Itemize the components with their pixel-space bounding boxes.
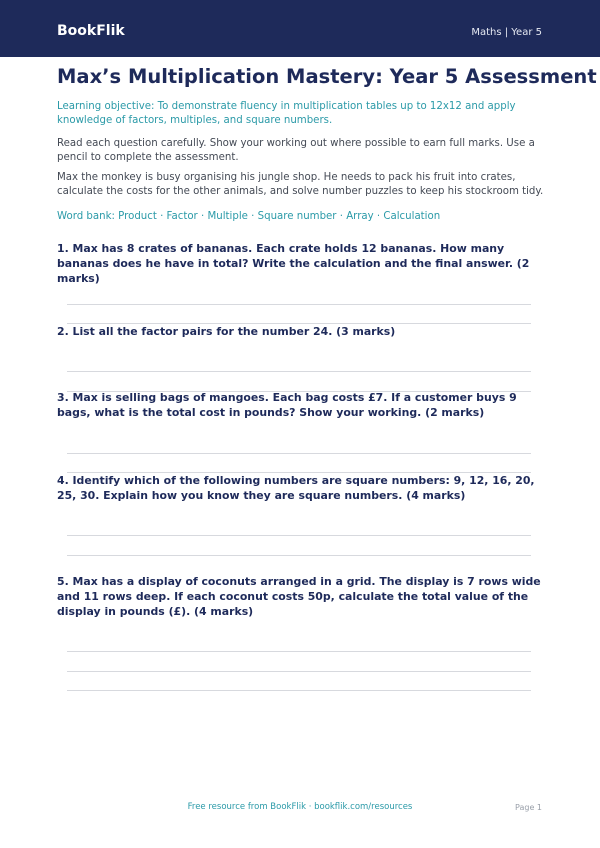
question-1: 1. Max has 8 crates of bananas. Each crate holds 12 bananas. How many bananas does he have in total? Write the calculation and the final answer. (2 marks) [57, 242, 530, 285]
page-title: Max’s Multiplication Mastery: Year 5 Assessment [57, 65, 597, 88]
page-number: Page 1 [515, 803, 542, 812]
answer-line[interactable] [67, 535, 531, 536]
top-bar [0, 0, 600, 57]
answer-line[interactable] [67, 304, 531, 305]
brand-logo: BookFlik [57, 23, 125, 39]
answer-line[interactable] [67, 671, 531, 672]
question-5: 5. Max has a display of coconuts arranged in a grid. The display is 7 rows wide and 11 rows deep. If each coconut costs 50p, calculate the total value of the display in pounds (£). (4 marks) [57, 575, 541, 618]
answer-line[interactable] [67, 690, 531, 691]
answer-line[interactable] [67, 651, 531, 652]
learning-objective: Learning objective: To demonstrate fluency in multiplication tables up to 12x12 and apply knowledge of factors, multiples, and square numbers. [57, 101, 516, 126]
intro-paragraph: Max the monkey is busy organising his jungle shop. He needs to pack his fruit into crates, calculate the costs for the other animals, and solve number puzzles to keep his stockroom tidy. [57, 172, 544, 197]
footer-source-link[interactable]: Free resource from BookFlik · bookflik.com/resources [187, 802, 413, 812]
question-4: 4. Identify which of the following numbers are square numbers: 9, 12, 16, 20, 25, 30. Explain how you know they are square numbers. (4 marks) [57, 474, 535, 502]
question-2: 2. List all the factor pairs for the number 24. (3 marks) [57, 325, 396, 338]
word-bank: Word bank: Product · Factor · Multiple · Square number · Array · Calculation [57, 211, 441, 222]
answer-line[interactable] [67, 371, 531, 372]
question-3: 3. Max is selling bags of mangoes. Each bag costs £7. If a customer buys 9 bags, what is the total cost in pounds? Show your working. (2 marks) [57, 391, 517, 419]
instructions-paragraph: Read each question carefully. Show your working out where possible to earn full marks. Use a pencil to complete the assessment. [57, 138, 535, 163]
answer-line[interactable] [67, 453, 531, 454]
answer-line[interactable] [67, 555, 531, 556]
breadcrumb: Maths | Year 5 [471, 27, 542, 38]
